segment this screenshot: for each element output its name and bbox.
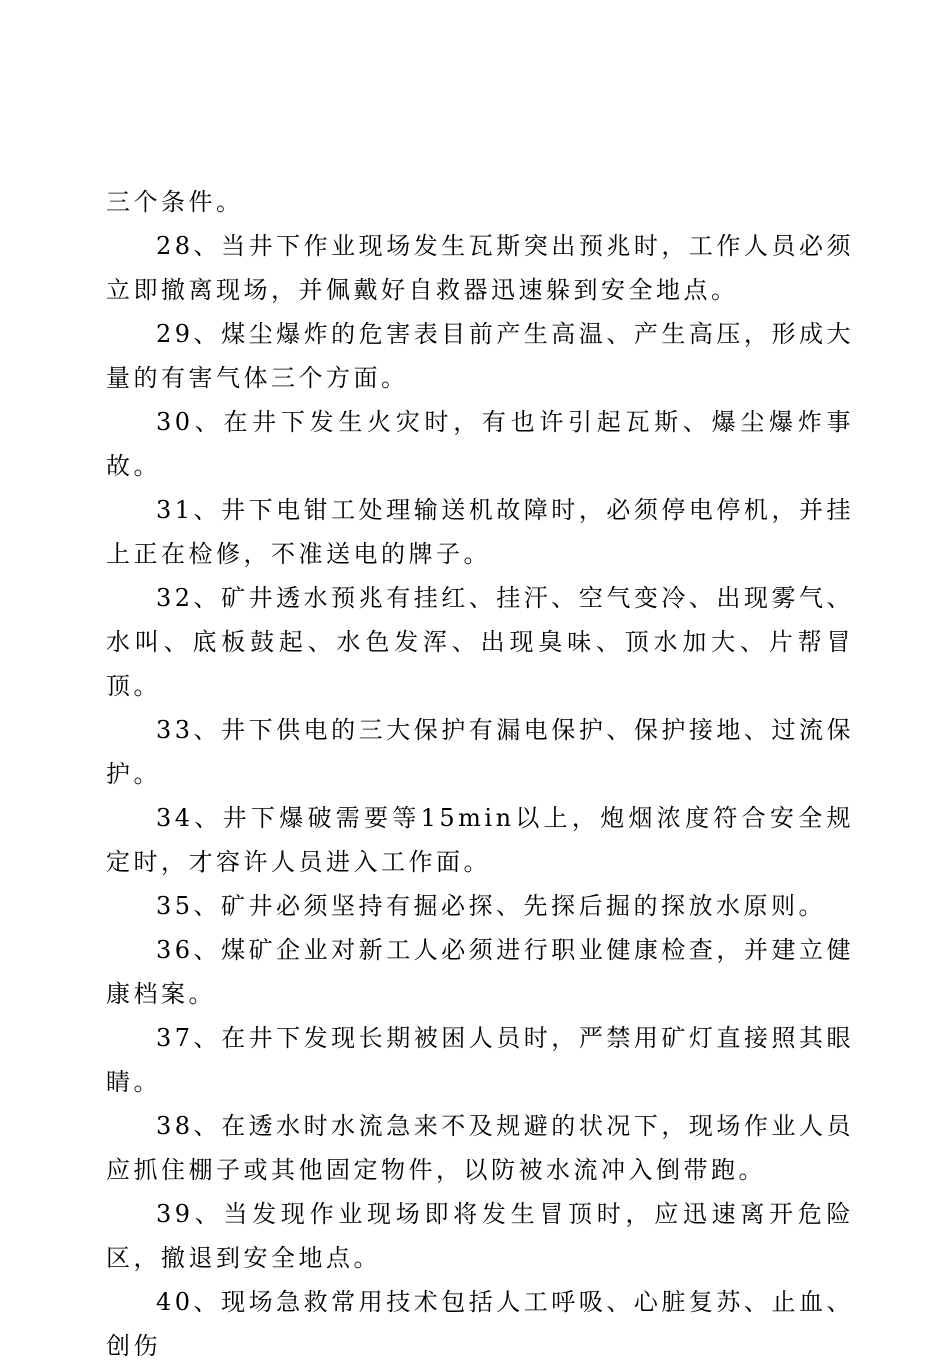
document-body	[106, 180, 854, 1368]
paragraph-item-31: 31、井下电钳工处理输送机故障时，必须停电停机，并挂上正在检修，不准送电的牌子。	[106, 496, 854, 568]
paragraph-item-38: 38、在透水时水流急来不及规避的状况下，现场作业人员应抓住棚子或其他固定物件，以防被水流冲入倒带跑。	[106, 1112, 854, 1184]
paragraph-item-40: 40、现场急救常用技术包括人工呼吸、心脏复苏、止血、创伤	[106, 1288, 854, 1360]
paragraph-item-39: 39、当发现作业现场即将发生冒顶时，应迅速离开危险区，撤退到安全地点。	[106, 1200, 854, 1272]
paragraph-item-30: 30、在井下发生火灾时，有也许引起瓦斯、爆尘爆炸事故。	[106, 408, 854, 480]
paragraph-continuation: 三个条件。	[106, 188, 244, 216]
paragraph-item-35: 35、矿井必须坚持有掘必探、先探后掘的探放水原则。	[156, 892, 827, 920]
paragraph-item-37: 37、在井下发现长期被困人员时，严禁用矿灯直接照其眼睛。	[106, 1024, 854, 1096]
paragraph-item-32: 32、矿井透水预兆有挂红、挂汗、空气变冷、出现雾气、水叫、底板鼓起、水色发浑、出现臭味、顶水加大、片帮冒顶。	[106, 584, 854, 700]
paragraph-item-36: 36、煤矿企业对新工人必须进行职业健康检查，并建立健康档案。	[106, 936, 854, 1008]
paragraph-item-34: 34、井下爆破需要等15min以上，炮烟浓度符合安全规定时，才容许人员进入工作面。	[106, 804, 854, 876]
paragraph-item-29: 29、煤尘爆炸的危害表目前产生高温、产生高压，形成大量的有害气体三个方面。	[106, 320, 854, 392]
paragraph-item-28: 28、当井下作业现场发生瓦斯突出预兆时，工作人员必须立即撤离现场，并佩戴好自救器迅速躲到安全地点。	[106, 232, 854, 304]
paragraph-item-33: 33、井下供电的三大保护有漏电保护、保护接地、过流保护。	[106, 716, 854, 788]
